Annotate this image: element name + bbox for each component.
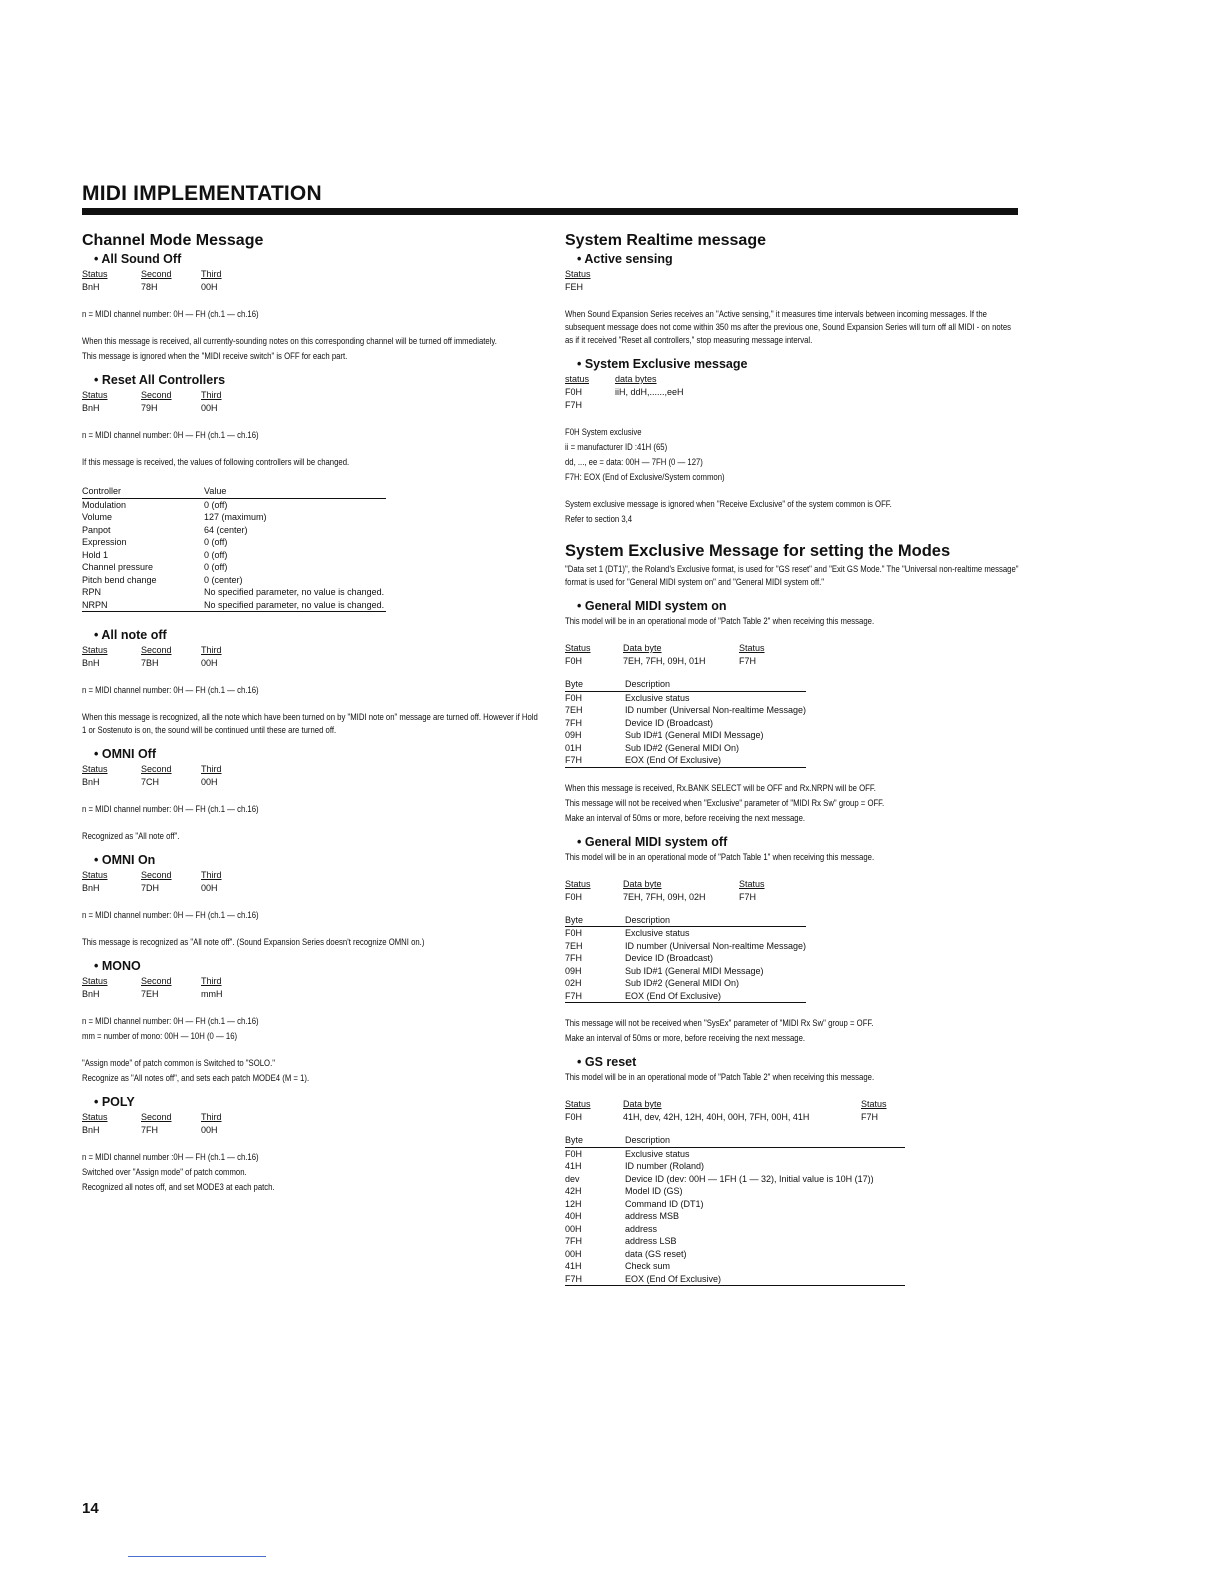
paragraph: System exclusive message is ignored when "Receive Exclusive" of the system common is OFF. (565, 499, 892, 509)
title-rule (82, 208, 1018, 215)
col-status: Status (739, 643, 765, 653)
val: 7EH, 7FH, 09H, 02H (623, 891, 706, 902)
th-byte: Byte (565, 914, 625, 927)
paragraph: Recognized all notes off, and set MODE3 at each patch. (82, 1182, 275, 1192)
cell: F0H (565, 928, 583, 938)
paragraph: n = MIDI channel number: 0H — FH (ch.1 — ch.16) (82, 1016, 259, 1026)
cell: ID number (Universal Non-realtime Message) (625, 940, 807, 951)
cell: 00H (565, 1223, 582, 1234)
val-second: 79H (141, 403, 158, 413)
col-second: Second (141, 1112, 172, 1122)
col-data-bytes: data bytes (615, 374, 657, 384)
cell: F0H (565, 1148, 583, 1159)
val: F7H (565, 400, 583, 410)
active-sensing-title: • Active sensing (577, 252, 673, 266)
val: F7H (739, 656, 757, 666)
gm-off-table (565, 878, 1020, 904)
paragraph: Recognize as "All notes off", and sets each patch MODE4 (M = 1). (82, 1073, 310, 1083)
val-second: 78H (141, 282, 158, 292)
col-third: Third (201, 764, 222, 774)
cell: 09H (565, 730, 582, 740)
val: 41H, dev, 42H, 12H, 40H, 00H, 7FH, 00H, 41H (623, 1112, 810, 1122)
cell: 7FH (565, 1236, 583, 1246)
paragraph: When this message is received, Rx.BANK SELECT will be OFF and Rx.NRPN will be OFF. (565, 782, 876, 793)
cell: 09H (565, 965, 582, 976)
val: 7EH, 7FH, 09H, 01H (623, 656, 706, 666)
th-value: Value (204, 485, 386, 498)
cell: 0 (off) (204, 562, 228, 572)
cell: 7EH (565, 940, 583, 951)
cell: EOX (End Of Exclusive) (625, 990, 806, 1003)
mono-table (82, 975, 542, 1001)
val: F7H (739, 891, 757, 902)
val-third: mmH (201, 989, 223, 999)
paragraph: When this message is received, all currently-sounding notes on this corresponding channel will be turned off immediately. (82, 336, 497, 346)
cell: 64 (center) (204, 524, 248, 535)
col-status: Status (565, 643, 591, 653)
val-status: BnH (82, 1125, 100, 1135)
val-third: 00H (201, 777, 218, 787)
cell: F7H (565, 754, 625, 767)
cell: ID number (Universal Non-realtime Message) (625, 705, 807, 715)
val-status: BnH (82, 403, 100, 413)
col-status: Status (82, 645, 108, 655)
col-second: Second (141, 870, 172, 880)
val-status: BnH (82, 989, 100, 999)
col-data-byte: Data byte (623, 878, 662, 889)
page-number: 14 (82, 1500, 99, 1517)
val-second: 7FH (141, 1125, 159, 1135)
reset-all-controllers-title: • Reset All Controllers (94, 373, 226, 387)
active-sensing-table (565, 268, 1020, 294)
paragraph: F0H System exclusive (565, 427, 642, 437)
cell: 41H (565, 1261, 582, 1271)
val-third: 00H (201, 403, 218, 413)
val: F0H (565, 891, 583, 902)
val: F0H (565, 1112, 583, 1122)
val: iiH, ddH,......,eeH (615, 387, 684, 397)
left-column (82, 232, 542, 1194)
cell: Volume (82, 512, 113, 522)
paragraph: dd, ..., ee = data: 00H — 7FH (0 — 127) (565, 457, 703, 467)
val: F0H (565, 387, 583, 397)
cell: F0H (565, 692, 583, 703)
val-status: FEH (565, 282, 583, 292)
paragraph: n = MIDI channel number: 0H — FH (ch.1 — ch.16) (82, 910, 259, 920)
val-third: 00H (201, 282, 218, 292)
cell: address (625, 1223, 658, 1234)
paragraph: This model will be in an operational mode of "Patch Table 2" when receiving this message. (565, 616, 875, 626)
cell: 02H (565, 978, 582, 988)
cell: RPN (82, 587, 102, 597)
cell: 12H (565, 1198, 582, 1209)
paragraph: Refer to section 3,4 (565, 514, 633, 524)
val-status: BnH (82, 658, 100, 668)
val-third: 00H (201, 1125, 218, 1135)
cell: data (GS reset) (625, 1248, 687, 1259)
col-data-byte: Data byte (623, 1099, 662, 1109)
paragraph: If this message is received, the values of following controllers will be changed. (82, 457, 350, 467)
cell: EOX (End Of Exclusive) (625, 1273, 905, 1286)
poly-table (82, 1111, 542, 1137)
cell: EOX (End Of Exclusive) (625, 754, 806, 767)
gs-reset-table (565, 1098, 1020, 1124)
cell: 40H (565, 1211, 582, 1221)
poly-title: • POLY (94, 1095, 135, 1109)
gm-on-title: • General MIDI system on (577, 599, 727, 613)
th-byte: Byte (565, 1134, 625, 1147)
page-title: MIDI IMPLEMENTATION (82, 182, 322, 205)
paragraph: This message will not be received when "SysEx" parameter of "MIDI Rx Sw" group = OFF. (565, 1018, 874, 1028)
omni-off-title: • OMNI Off (94, 747, 157, 761)
omni-off-table (82, 763, 542, 789)
gs-reset-title: • GS reset (577, 1055, 637, 1069)
col-second: Second (141, 764, 172, 774)
paragraph: "Assign mode" of patch common is Switched to "SOLO." (82, 1058, 275, 1068)
col-status: status (565, 374, 590, 384)
val-status: BnH (82, 777, 100, 787)
col-third: Third (201, 645, 222, 655)
cell: Exclusive status (625, 928, 690, 938)
paragraph: mm = number of mono: 00H — 10H (0 — 16) (82, 1031, 238, 1041)
val: F0H (565, 656, 583, 666)
paragraph: Recognized as "All note off". (82, 831, 180, 841)
paragraph: When Sound Expansion Series receives an "Active sensing," it measures time intervals between incoming messages. If the subsequent message does not come within 350 ms after the previous one, Sound Expansion Series will turn off all MIDI - on notes as if it received "Reset all controllers," stop measuring message interval. (565, 309, 1012, 345)
col-second: Second (141, 390, 172, 400)
col-third: Third (201, 870, 222, 880)
cell: 7FH (565, 953, 583, 963)
col-third: Third (201, 269, 222, 279)
channel-mode-heading: Channel Mode Message (82, 232, 264, 249)
col-status: Status (861, 1099, 887, 1109)
paragraph: ii = manufacturer ID :41H (65) (565, 442, 668, 452)
col-second: Second (141, 269, 172, 279)
cell: Sub ID#2 (General MIDI On) (625, 978, 740, 988)
paragraph: This message is ignored when the "MIDI receive switch" is OFF for each part. (82, 351, 348, 361)
reset-all-table (82, 389, 542, 415)
mono-title: • MONO (94, 959, 141, 973)
paragraph: Make an interval of 50ms or more, before receiving the next message. (565, 1033, 806, 1043)
val-second: 7CH (141, 777, 160, 787)
gm-on-byte-table (565, 678, 806, 768)
cell: Hold 1 (82, 549, 109, 560)
th-description: Description (625, 1134, 905, 1147)
col-status: Status (82, 1112, 108, 1122)
cell: Sub ID#1 (General MIDI Message) (625, 730, 764, 740)
cell: address LSB (625, 1236, 677, 1246)
col-status: Status (82, 269, 108, 279)
cell: Command ID (DT1) (625, 1198, 704, 1209)
val-third: 00H (201, 883, 218, 893)
cell: 00H (565, 1248, 582, 1259)
cell: NRPN (82, 599, 204, 612)
th-description: Description (625, 914, 806, 927)
val-status: BnH (82, 883, 100, 893)
col-status: Status (82, 870, 108, 880)
cell: Exclusive status (625, 692, 690, 703)
col-second: Second (141, 976, 172, 986)
paragraph: n = MIDI channel number: 0H — FH (ch.1 — ch.16) (82, 804, 259, 814)
col-third: Third (201, 390, 222, 400)
val-second: 7EH (141, 989, 159, 999)
col-status: Status (565, 878, 591, 889)
sysex-title: • System Exclusive message (577, 357, 748, 371)
paragraph: n = MIDI channel number: 0H — FH (ch.1 — ch.16) (82, 430, 259, 440)
cell: Panpot (82, 524, 111, 535)
val-second: 7DH (141, 883, 160, 893)
all-note-off-title: • All note off (94, 628, 167, 642)
right-column (565, 232, 1020, 1286)
paragraph: n = MIDI channel number: 0H — FH (ch.1 — ch.16) (82, 309, 259, 319)
col-second: Second (141, 645, 172, 655)
modes-heading: System Exclusive Message for setting the Modes (565, 542, 951, 560)
gm-off-byte-table (565, 914, 806, 1004)
col-third: Third (201, 1112, 222, 1122)
cell: 0 (off) (204, 537, 228, 547)
paragraph: This model will be in an operational mode of "Patch Table 1" when receiving this message. (565, 851, 875, 862)
cell: dev (565, 1173, 580, 1184)
th-description: Description (625, 678, 806, 691)
col-status: Status (565, 1099, 591, 1109)
cell: 127 (maximum) (204, 512, 267, 522)
cell: Pitch bend change (82, 574, 157, 585)
cell: Expression (82, 537, 127, 547)
cell: 0 (center) (204, 574, 243, 585)
col-status: Status (565, 269, 591, 279)
cell: Modulation (82, 499, 127, 510)
cell: 42H (565, 1186, 582, 1196)
val (615, 399, 735, 412)
cell: Exclusive status (625, 1148, 690, 1159)
paragraph: "Data set 1 (DT1)", the Roland's Exclusive format, is used for "GS reset" and "Exit GS Mode." The "Universal non-realtime message" format is used for "General MIDI system on" and "General MIDI system off." (565, 564, 1019, 587)
paragraph: When this message is recognized, all the note which have been turned on by "MIDI note on" message are turned off. However if Hold 1 or Sostenuto is on, the sound will be continued until these are turned off. (82, 712, 538, 735)
all-sound-off-title: • All Sound Off (94, 252, 182, 266)
paragraph: Make an interval of 50ms or more, before receiving the next message. (565, 812, 806, 823)
paragraph: This message will not be received when "Exclusive" parameter of "MIDI Rx Sw" group = OFF. (565, 797, 885, 808)
sysex-table (565, 373, 1020, 412)
val-third: 00H (201, 658, 218, 668)
cell: F7H (565, 1273, 625, 1286)
cell: Sub ID#1 (General MIDI Message) (625, 965, 764, 976)
paragraph: Switched over "Assign mode" of patch common. (82, 1167, 247, 1177)
cell: No specified parameter, no value is changed. (204, 599, 385, 610)
cell: F7H (565, 990, 625, 1003)
cell: Device ID (Broadcast) (625, 953, 714, 963)
cell: Device ID (Broadcast) (625, 717, 714, 728)
cell: 0 (off) (204, 499, 228, 510)
paragraph: This model will be in an operational mode of "Patch Table 2" when receiving this message. (565, 1072, 875, 1082)
cell: Device ID (dev: 00H — 1FH (1 — 32), Initial value is 10H (17)) (625, 1173, 874, 1184)
cell: 01H (565, 742, 582, 753)
cell: No specified parameter, no value is changed. (204, 587, 385, 597)
cell: Model ID (GS) (625, 1186, 683, 1196)
val: F7H (861, 1112, 879, 1122)
gs-reset-byte-table (565, 1134, 905, 1286)
controller-values-table (82, 485, 386, 612)
cell: 7EH (565, 705, 583, 715)
paragraph: This message is recognized as "All note off". (Sound Expansion Series doesn't recognize OMNI on.) (82, 937, 425, 947)
cell: Sub ID#2 (General MIDI On) (625, 742, 740, 753)
omni-on-table (82, 869, 542, 895)
paragraph: n = MIDI channel number: 0H — FH (ch.1 — ch.16) (82, 685, 259, 695)
col-status: Status (82, 390, 108, 400)
col-data-byte: Data byte (623, 643, 662, 653)
col-third: Third (201, 976, 222, 986)
cell: address MSB (625, 1211, 680, 1221)
cell: 0 (off) (204, 549, 228, 560)
footer-rule (128, 1556, 266, 1557)
all-note-off-table (82, 644, 542, 670)
paragraph: F7H: EOX (End of Exclusive/System common) (565, 472, 725, 482)
col-status: Status (739, 878, 765, 889)
gm-on-table (565, 642, 1020, 668)
omni-on-title: • OMNI On (94, 853, 156, 867)
cell: Channel pressure (82, 562, 154, 572)
th-byte: Byte (565, 678, 625, 691)
cell: Check sum (625, 1261, 671, 1271)
paragraph: n = MIDI channel number :0H — FH (ch.1 — ch.16) (82, 1152, 259, 1162)
gm-off-title: • General MIDI system off (577, 834, 728, 849)
col-status: Status (82, 764, 108, 774)
col-status: Status (82, 976, 108, 986)
cell: 7FH (565, 717, 583, 728)
val-status: BnH (82, 282, 100, 292)
system-realtime-heading: System Realtime message (565, 232, 766, 249)
th-controller: Controller (82, 485, 204, 498)
val-second: 7BH (141, 658, 159, 668)
all-sound-off-table (82, 268, 542, 294)
cell: 41H (565, 1161, 582, 1171)
cell: ID number (Roland) (625, 1161, 705, 1171)
